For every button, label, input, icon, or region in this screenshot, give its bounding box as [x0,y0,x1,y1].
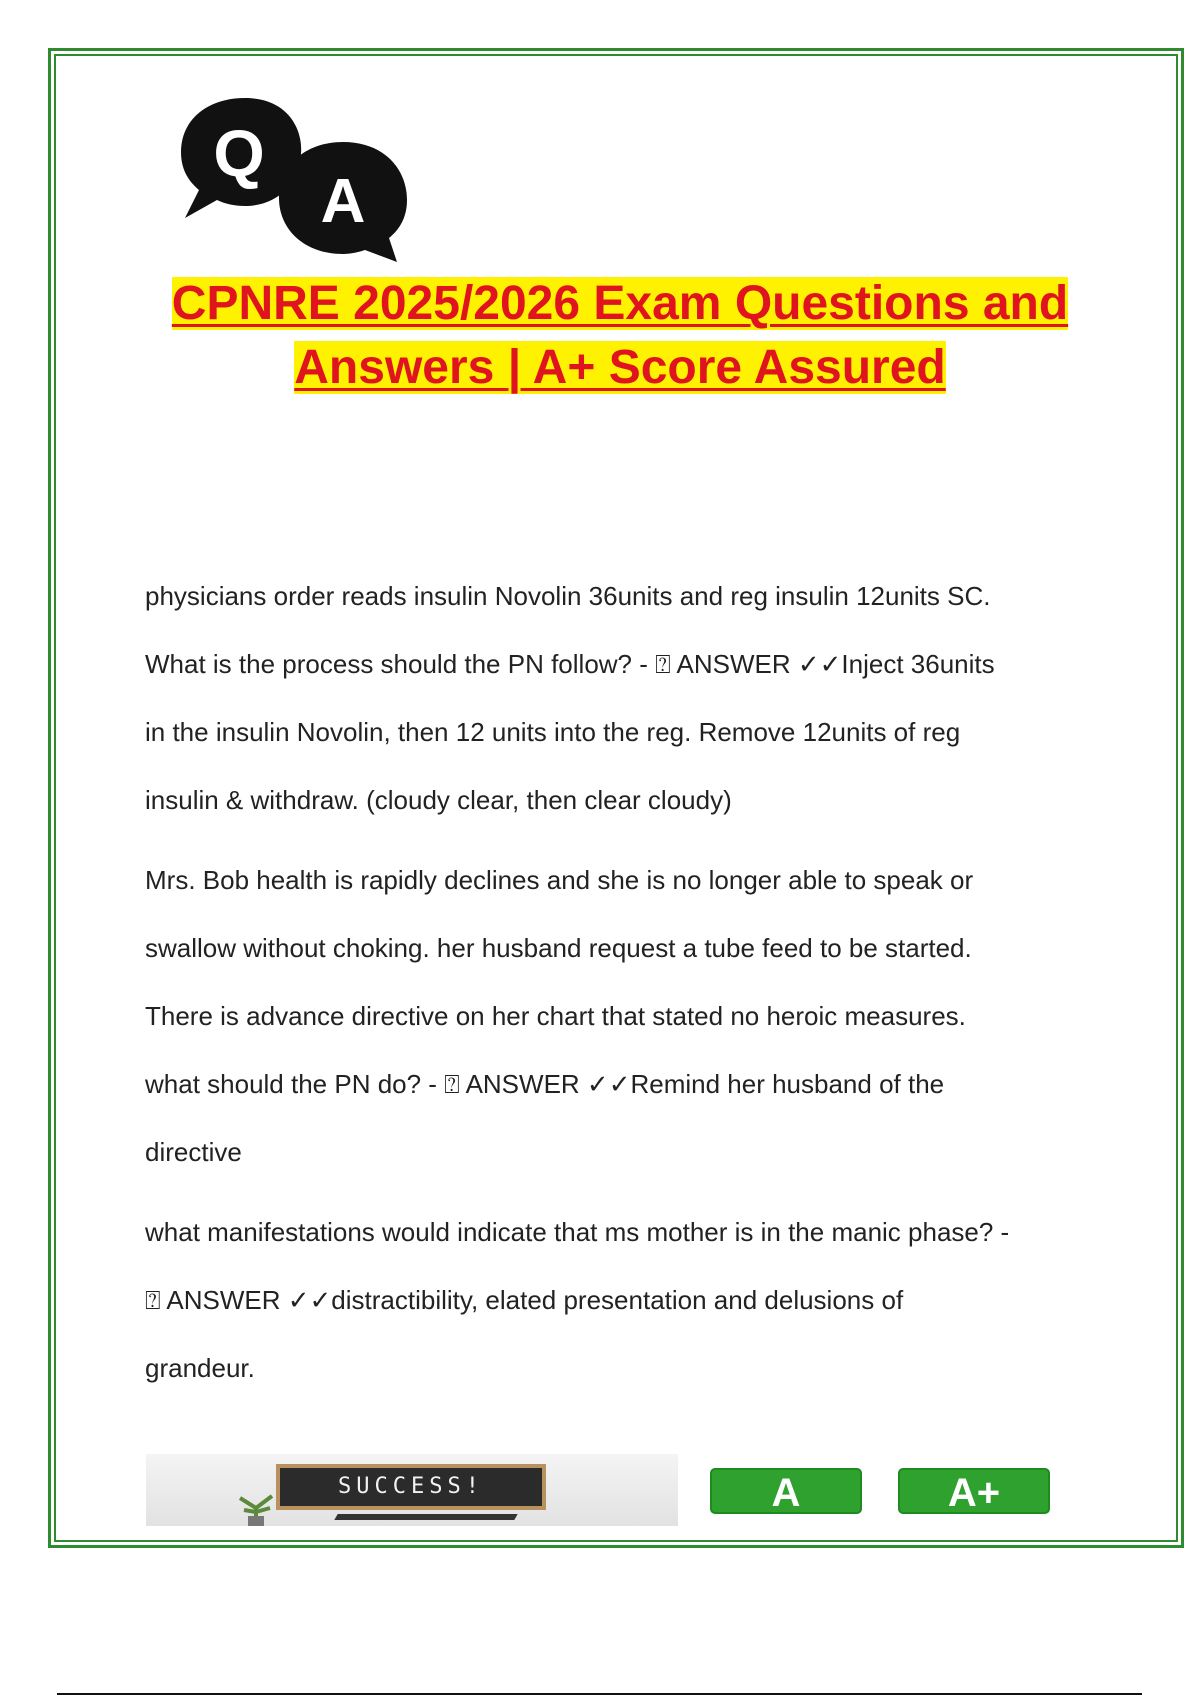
qa-line: ⍰ ANSWER ✓✓distractibility, elated presentation and delusions of [145,1285,904,1315]
qa-line: physicians order reads insulin Novolin 36units and reg insulin 12units SC. [145,581,991,611]
qa-line: directive [145,1137,242,1167]
logo-a-letter: A [320,167,366,236]
qa-item-3 [145,1208,1105,1412]
qa-item-1 [145,572,1105,856]
success-banner-image [146,1454,678,1526]
logo-q-letter: Q [213,116,265,190]
chalk-tray [334,1514,517,1520]
qa-line: what manifestations would indicate that ms mother is in the manic phase? - [145,1217,1010,1247]
qa-content [145,572,1105,1412]
title-line-1: CPNRE 2025/2026 Exam Questions and [171,277,1069,330]
qa-line: Mrs. Bob health is rapidly declines and she is no longer able to speak or [145,865,974,895]
title-line-2: Answers | A+ Score Assured [294,341,946,394]
qa-line: There is advance directive on her chart that stated no heroic measures. [145,1001,966,1031]
success-chalkboard: SUCCESS! [276,1464,546,1510]
qa-line: what should the PN do? - ⍰ ANSWER ✓✓Remind her husband of the [145,1069,945,1099]
qa-item-2 [145,856,1105,1208]
qa-line: What is the process should the PN follow? - ⍰ ANSWER ✓✓Inject 36units [145,649,995,679]
qa-line: grandeur. [145,1353,255,1383]
document-title [140,272,1100,400]
bottom-rule [57,1693,1142,1695]
qa-logo-icon [175,90,435,265]
qa-line: in the insulin Novolin, then 12 units into the reg. Remove 12units of reg [145,717,961,747]
qa-line: swallow without choking. her husband request a tube feed to be started. [145,933,972,963]
grade-a-plus-badge: A+ [898,1468,1050,1514]
grade-a-badge: A [710,1468,862,1514]
qa-line: insulin & withdraw. (cloudy clear, then clear cloudy) [145,785,732,815]
